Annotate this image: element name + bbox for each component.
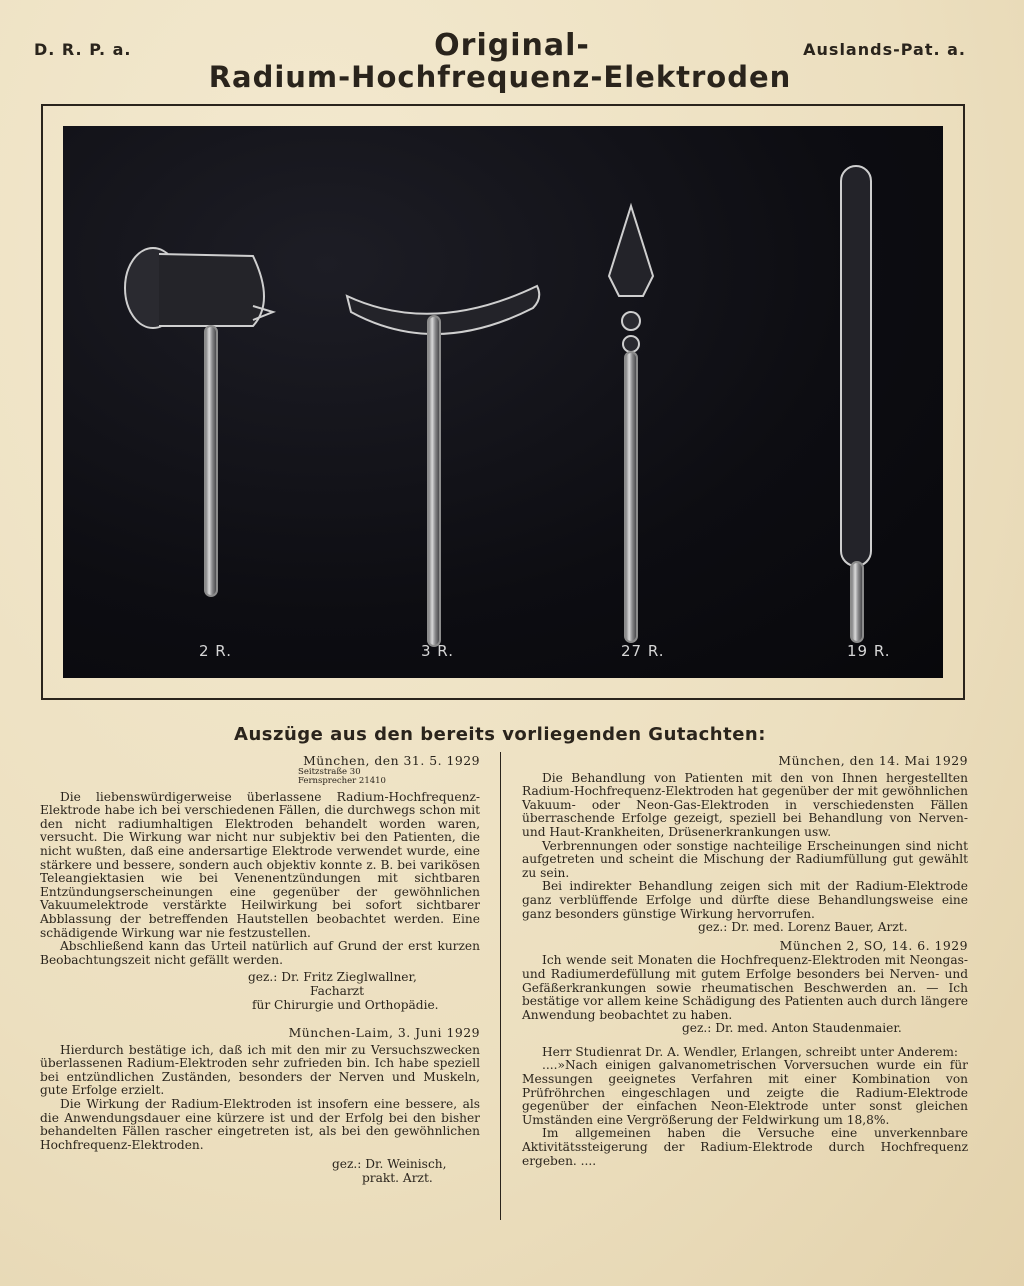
letter1-sig3: für Chirurgie und Orthopädie. (252, 997, 439, 1012)
title-line-2: Radium-Hochfrequenz-Elektroden (208, 60, 792, 94)
electrodes-illustration (63, 126, 943, 678)
electrode-19r (841, 166, 871, 642)
letter1-sig2: Facharzt (310, 983, 364, 998)
patent-note-left: D. R. P. a. (34, 40, 132, 59)
letter1-sig1: gez.: Dr. Fritz Zieglwallner, (248, 970, 417, 985)
letter3-para1: Die Behandlung von Patienten mit den von Ihnen hergestellten Radium-Hochfrequenz-Elektroden hat gegenüber der mit gewöhnlichen Vakuum- oder Neon-Gas-Elektroden in verschiedensten Fällen überraschende Erfolge gezeigt, speziell bei Behandlung von Nerven- und Haut-Krankheiten, Drüsenerkrankungen usw. (522, 770, 968, 839)
letter5-para1: ....»Nach einigen galvanometrischen Vorversuchen wurde ein für Messungen geeignetes Verfahren mit einer Kombination von Prüfröhrchen eingeschlagen und zeigte die Radium-Elektrode gegenüber der einfachen Neon-Elektrode unter sonst gleichen Umständen eine Vergrößerung der Feldwirkung um 18,8%. (522, 1058, 968, 1127)
letter4-place-date: München 2, SO, 14. 6. 1929 (779, 937, 968, 953)
letter3-sig: gez.: Dr. med. Lorenz Bauer, Arzt. (698, 920, 908, 935)
label-2r: 2 R. (199, 642, 232, 660)
label-3r: 3 R. (421, 642, 454, 660)
letter4-para1: Ich wende seit Monaten die Hochfrequenz-Elektroden mit Neongas- und Radiumerdefüllung mit gutem Erfolge besonders bei Nerven- und Gefäßerkrankungen sowie rheumatischen Beschwerden an. — Ich bestätige vor allem keine Schädigung des Patienten auch durch längere Anwendung beobachtet zu haben. (522, 953, 968, 1022)
letter3-para2: Verbrennungen oder sonstige nachteilige Erscheinungen sind nicht aufgetreten und scheint die Mischung der Radiumfüllung gut gewählt zu sein. (522, 838, 968, 880)
patent-note-right: Auslands-Pat. a. (803, 40, 966, 59)
electrode-2r (125, 248, 273, 596)
letter2-sig2: prakt. Arzt. (362, 1171, 433, 1186)
letter2-para1: Hierdurch bestätige ich, daß ich mit den mir zu Versuchszwecken überlassenen Radium-Elektroden sehr zufrieden bin. Ich habe speziell bei entzündlichen Zuständen, besonders der Nerven und Muskeln, gute Erfolge erzielt. (40, 1042, 480, 1098)
electrode-27r (609, 206, 653, 642)
letter2-place-date: München-Laim, 3. Juni 1929 (288, 1025, 480, 1041)
letter4-sig: gez.: Dr. med. Anton Staudenmaier. (682, 1021, 902, 1036)
letter5-intro: Herr Studienrat Dr. A. Wendler, Erlangen, schreibt unter Anderem: (542, 1044, 959, 1059)
electrode-3r (347, 286, 539, 646)
electrode-photo (63, 126, 943, 678)
letter2-sig1: gez.: Dr. Weinisch, (332, 1157, 447, 1172)
letter1-para2: Abschließend kann das Urteil natürlich auf Grund der erst kurzen Beobachtungszeit nicht gefällt werden. (40, 939, 480, 967)
letter3-para3: Bei indirekter Behandlung zeigen sich mit der Radium-Elektrode ganz verblüffende Erfolge und dürfte diese Behandlungsweise eine ganz besonders günstige Wirkung hervorrufen. (522, 879, 968, 921)
letter3-place-date: München, den 14. Mai 1929 (778, 753, 968, 768)
letter5-para2: Im allgemeinen haben die Versuche eine unverkennbare Aktivitätssteigerung der Radium-Elektrode durch Hochfrequenz ergeben. .... (522, 1126, 968, 1168)
title-line-1: Original- (434, 28, 590, 63)
label-27r: 27 R. (621, 642, 665, 660)
subheading: Auszüge aus den bereits vorliegenden Gutachten: (234, 724, 766, 745)
label-19r: 19 R. (847, 642, 891, 660)
right-column (522, 754, 968, 1168)
letter1-para1: Die liebenswürdigerweise überlassene Radium-Hochfrequenz-Elektrode habe ich bei verschiedenen Fällen, die durchwegs schon mit den nicht radiumhaltigen Elektroden behandelt worden waren, versucht. Die Wirkung war nicht nur subjektiv bei den Patienten, die nicht wußten, daß eine andersartige Elektrode verwendet wurde, eine stärkere und bessere, sondern auch objektiv konnte z. B. bei varikösen Teleangiektasien wie bei Venenentzündungen mit sichtbaren Entzündungserscheinungen eine gegenüber der gewöhnlichen Vakuumelektrode verstärkte Heilwirkung bei sofort sichtbarer Abblassung der betreffenden Hautstellen beobachtet werden. Eine schädigende Wirkung war nie festzustellen. (40, 789, 480, 940)
left-column (40, 754, 480, 1186)
letter2-para2: Die Wirkung der Radium-Elektroden ist insofern eine bessere, als die Anwendungsdauer eine kürzere ist und der Erfolg bei den bisher behandelten Fällen rascher eingetreten ist, als bei den gewöhnlichen Hochfrequenz-Elektroden. (40, 1097, 480, 1152)
letter1-place-date: München, den 31. 5. 1929 (303, 753, 480, 768)
letter1-address: Seitzstraße 30 (298, 766, 361, 777)
letter1-phone: Fernsprecher 21410 (298, 776, 386, 787)
column-divider (500, 752, 501, 1220)
